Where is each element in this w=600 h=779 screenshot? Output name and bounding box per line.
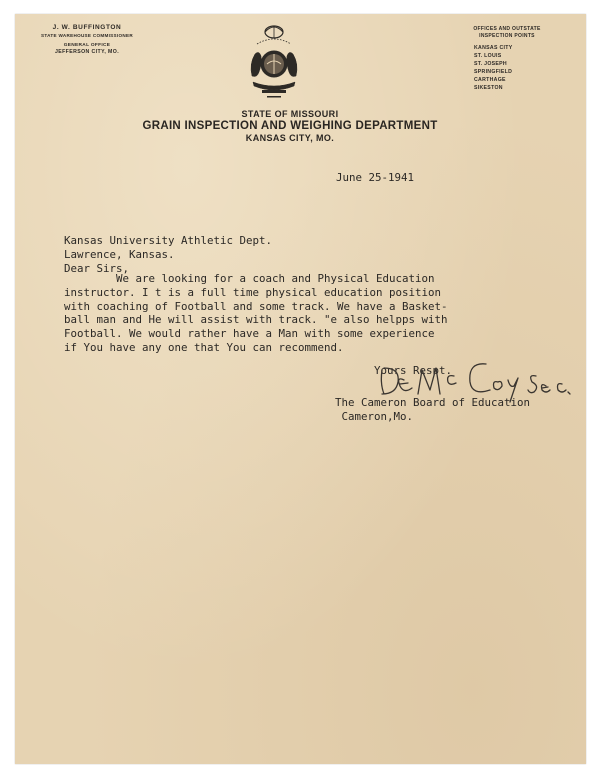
office-city: SPRINGFIELD xyxy=(474,69,513,75)
letterhead-right xyxy=(452,26,562,92)
salutation: Dear Sirs, xyxy=(64,261,130,275)
body-line: with coaching of Football and some track. We have a Basket- xyxy=(64,299,448,313)
letter-body xyxy=(64,272,448,355)
body-line: instructor. I t is a full time physical education position xyxy=(64,285,442,299)
office-cities-list xyxy=(474,44,562,92)
offices-heading-line2: INSPECTION POINTS xyxy=(479,33,535,39)
address-line: Lawrence, Kansas. xyxy=(64,247,175,261)
body-line: Football. We would rather have a Man with some experience xyxy=(64,327,435,341)
commissioner-name: J. W. BUFFINGTON xyxy=(52,24,122,31)
office-city: ST. LOUIS xyxy=(474,53,502,59)
state-name: STATE OF MISSOURI xyxy=(241,109,339,119)
offices-heading-line1: OFFICES AND OUTSTATE xyxy=(473,26,541,32)
sender-organization: The Cameron Board of Education xyxy=(335,396,531,409)
recipient-address xyxy=(64,234,272,275)
letter-date: June 25-1941 xyxy=(336,171,415,184)
commissioner-title: STATE WAREHOUSE COMMISSIONER xyxy=(41,33,133,38)
body-line: ball man and He will assist with track. "e also helpps with xyxy=(64,313,448,327)
body-line: if You have any one that You can recommend. xyxy=(64,340,344,354)
office-city: CARTHAGE xyxy=(474,77,506,83)
sender-city: Cameron,Mo. xyxy=(335,409,414,423)
general-office-city: JEFFERSON CITY, MO. xyxy=(54,49,120,55)
letterhead-left xyxy=(22,24,152,55)
general-office-label: GENERAL OFFICE xyxy=(63,43,111,48)
signature-block xyxy=(335,396,530,424)
letterhead-center xyxy=(140,109,440,143)
office-city: KANSAS CITY xyxy=(474,45,513,51)
letter-closing: Yours Respt. xyxy=(374,364,453,377)
address-line: Kansas University Athletic Dept. xyxy=(64,234,273,247)
body-line: We are looking for a coach and Physical Education xyxy=(64,272,435,285)
missouri-seal-icon xyxy=(247,24,301,104)
office-city: SIKESTON xyxy=(474,85,503,91)
office-city: ST. JOSEPH xyxy=(474,61,507,67)
department-name: GRAIN INSPECTION AND WEIGHING DEPARTMENT xyxy=(142,120,438,132)
department-location: KANSAS CITY, MO. xyxy=(245,133,335,143)
